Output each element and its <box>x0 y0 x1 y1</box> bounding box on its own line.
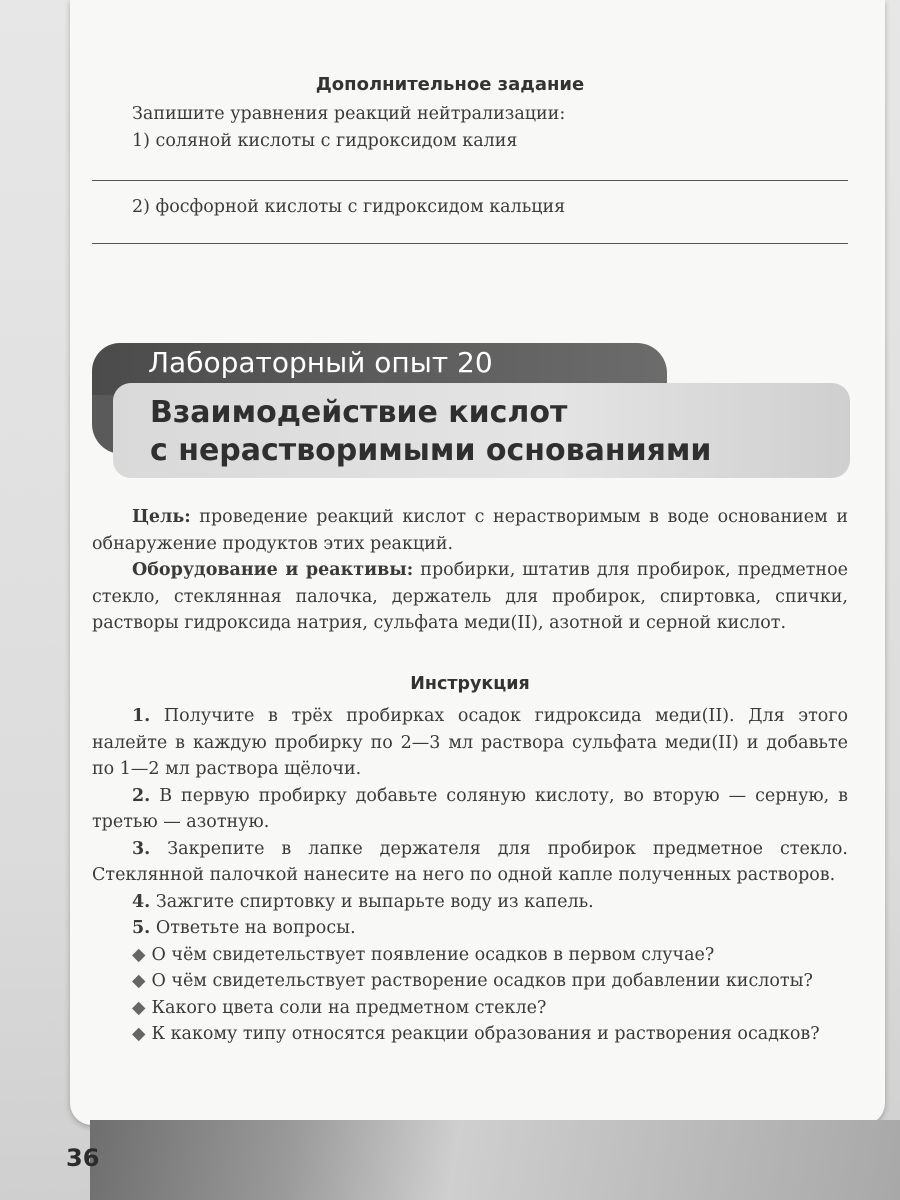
diamond-bullet-icon: ◆ <box>132 997 146 1018</box>
lab-description <box>92 504 848 637</box>
answer-line-1[interactable] <box>92 180 848 181</box>
page-number: 36 <box>66 1144 100 1172</box>
question-item <box>92 995 848 1022</box>
step-4-number: 4. <box>132 891 151 912</box>
instruction-step-4 <box>92 889 848 916</box>
step-5-number: 5. <box>132 918 151 938</box>
question-text: О чём свидетельствует появление осадков в первом случае? <box>151 944 715 965</box>
question-item <box>92 942 848 969</box>
additional-task-item-2: 2) фосфорной кислоты с гидроксидом кальция <box>132 197 566 217</box>
instruction-step-3 <box>92 836 848 889</box>
diamond-bullet-icon: ◆ <box>132 971 146 991</box>
lab-title: Лабораторный опыт 20 <box>148 346 493 379</box>
goal-paragraph <box>92 504 848 557</box>
topic-line-2: с нерастворимыми основаниями <box>150 433 712 468</box>
step-5-text: Ответьте на вопросы. <box>150 918 356 938</box>
instruction-step-2 <box>92 783 848 836</box>
answer-line-2[interactable] <box>92 243 848 244</box>
diamond-bullet-icon: ◆ <box>132 944 146 965</box>
step-3-number: 3. <box>132 838 151 859</box>
goal-text: проведение реакций кислот с нерастворимым в воде основанием и обнаружение продуктов этих реакций. <box>92 507 848 554</box>
step-1-number: 1. <box>132 706 151 726</box>
instructions-title: Инструкция <box>410 674 530 694</box>
step-4-text: Зажгите спиртовку и выпарьте воду из капель. <box>150 891 594 912</box>
question-text: К какому типу относятся реакции образования и растворения осадков? <box>151 1024 820 1044</box>
instruction-step-1 <box>92 703 848 783</box>
question-item <box>92 968 848 995</box>
equipment-label: Оборудование и реактивы: <box>132 560 414 580</box>
topic-line-1: Взаимодействие кислот <box>150 395 568 430</box>
additional-task-title: Дополнительное задание <box>315 74 585 95</box>
step-3-text: Закрепите в лапке держателя для пробирок предметное стекло. Стеклянной палочкой нанесите на него по одной капле полученных растворов. <box>92 838 848 885</box>
additional-task-prompt: Запишите уравнения реакций нейтрализации: <box>132 104 566 124</box>
step-2-number: 2. <box>132 785 151 806</box>
bottom-decoration <box>90 1120 900 1200</box>
equipment-paragraph <box>92 557 848 637</box>
equipment-text: пробирки, штатив для пробирок, предметное стекло, стеклянная палочка, держатель для пробирок, спиртовка, спички, растворы гидроксида натрия, сульфата меди(II), азотной и серной кислот. <box>92 560 848 633</box>
instructions-list <box>92 703 848 1048</box>
question-text: О чём свидетельствует растворение осадков при добавлении кислоты? <box>151 971 813 991</box>
additional-task-item-1: 1) соляной кислоты с гидроксидом калия <box>132 131 518 151</box>
question-text: Какого цвета соли на предметном стекле? <box>151 997 547 1018</box>
diamond-bullet-icon: ◆ <box>132 1024 146 1044</box>
instruction-step-5 <box>92 915 848 942</box>
step-1-text: Получите в трёх пробирках осадок гидроксида меди(II). Для этого налейте в каждую пробирку по 2—3 мл раствора сульфата меди(II) и добавьте по 1—2 мл раствора щёлочи. <box>92 706 848 779</box>
question-item <box>92 1021 848 1048</box>
step-2-text: В первую пробирку добавьте соляную кислоту, во вторую — серную, в третью — азотную. <box>92 785 848 832</box>
goal-label: Цель: <box>132 507 191 527</box>
